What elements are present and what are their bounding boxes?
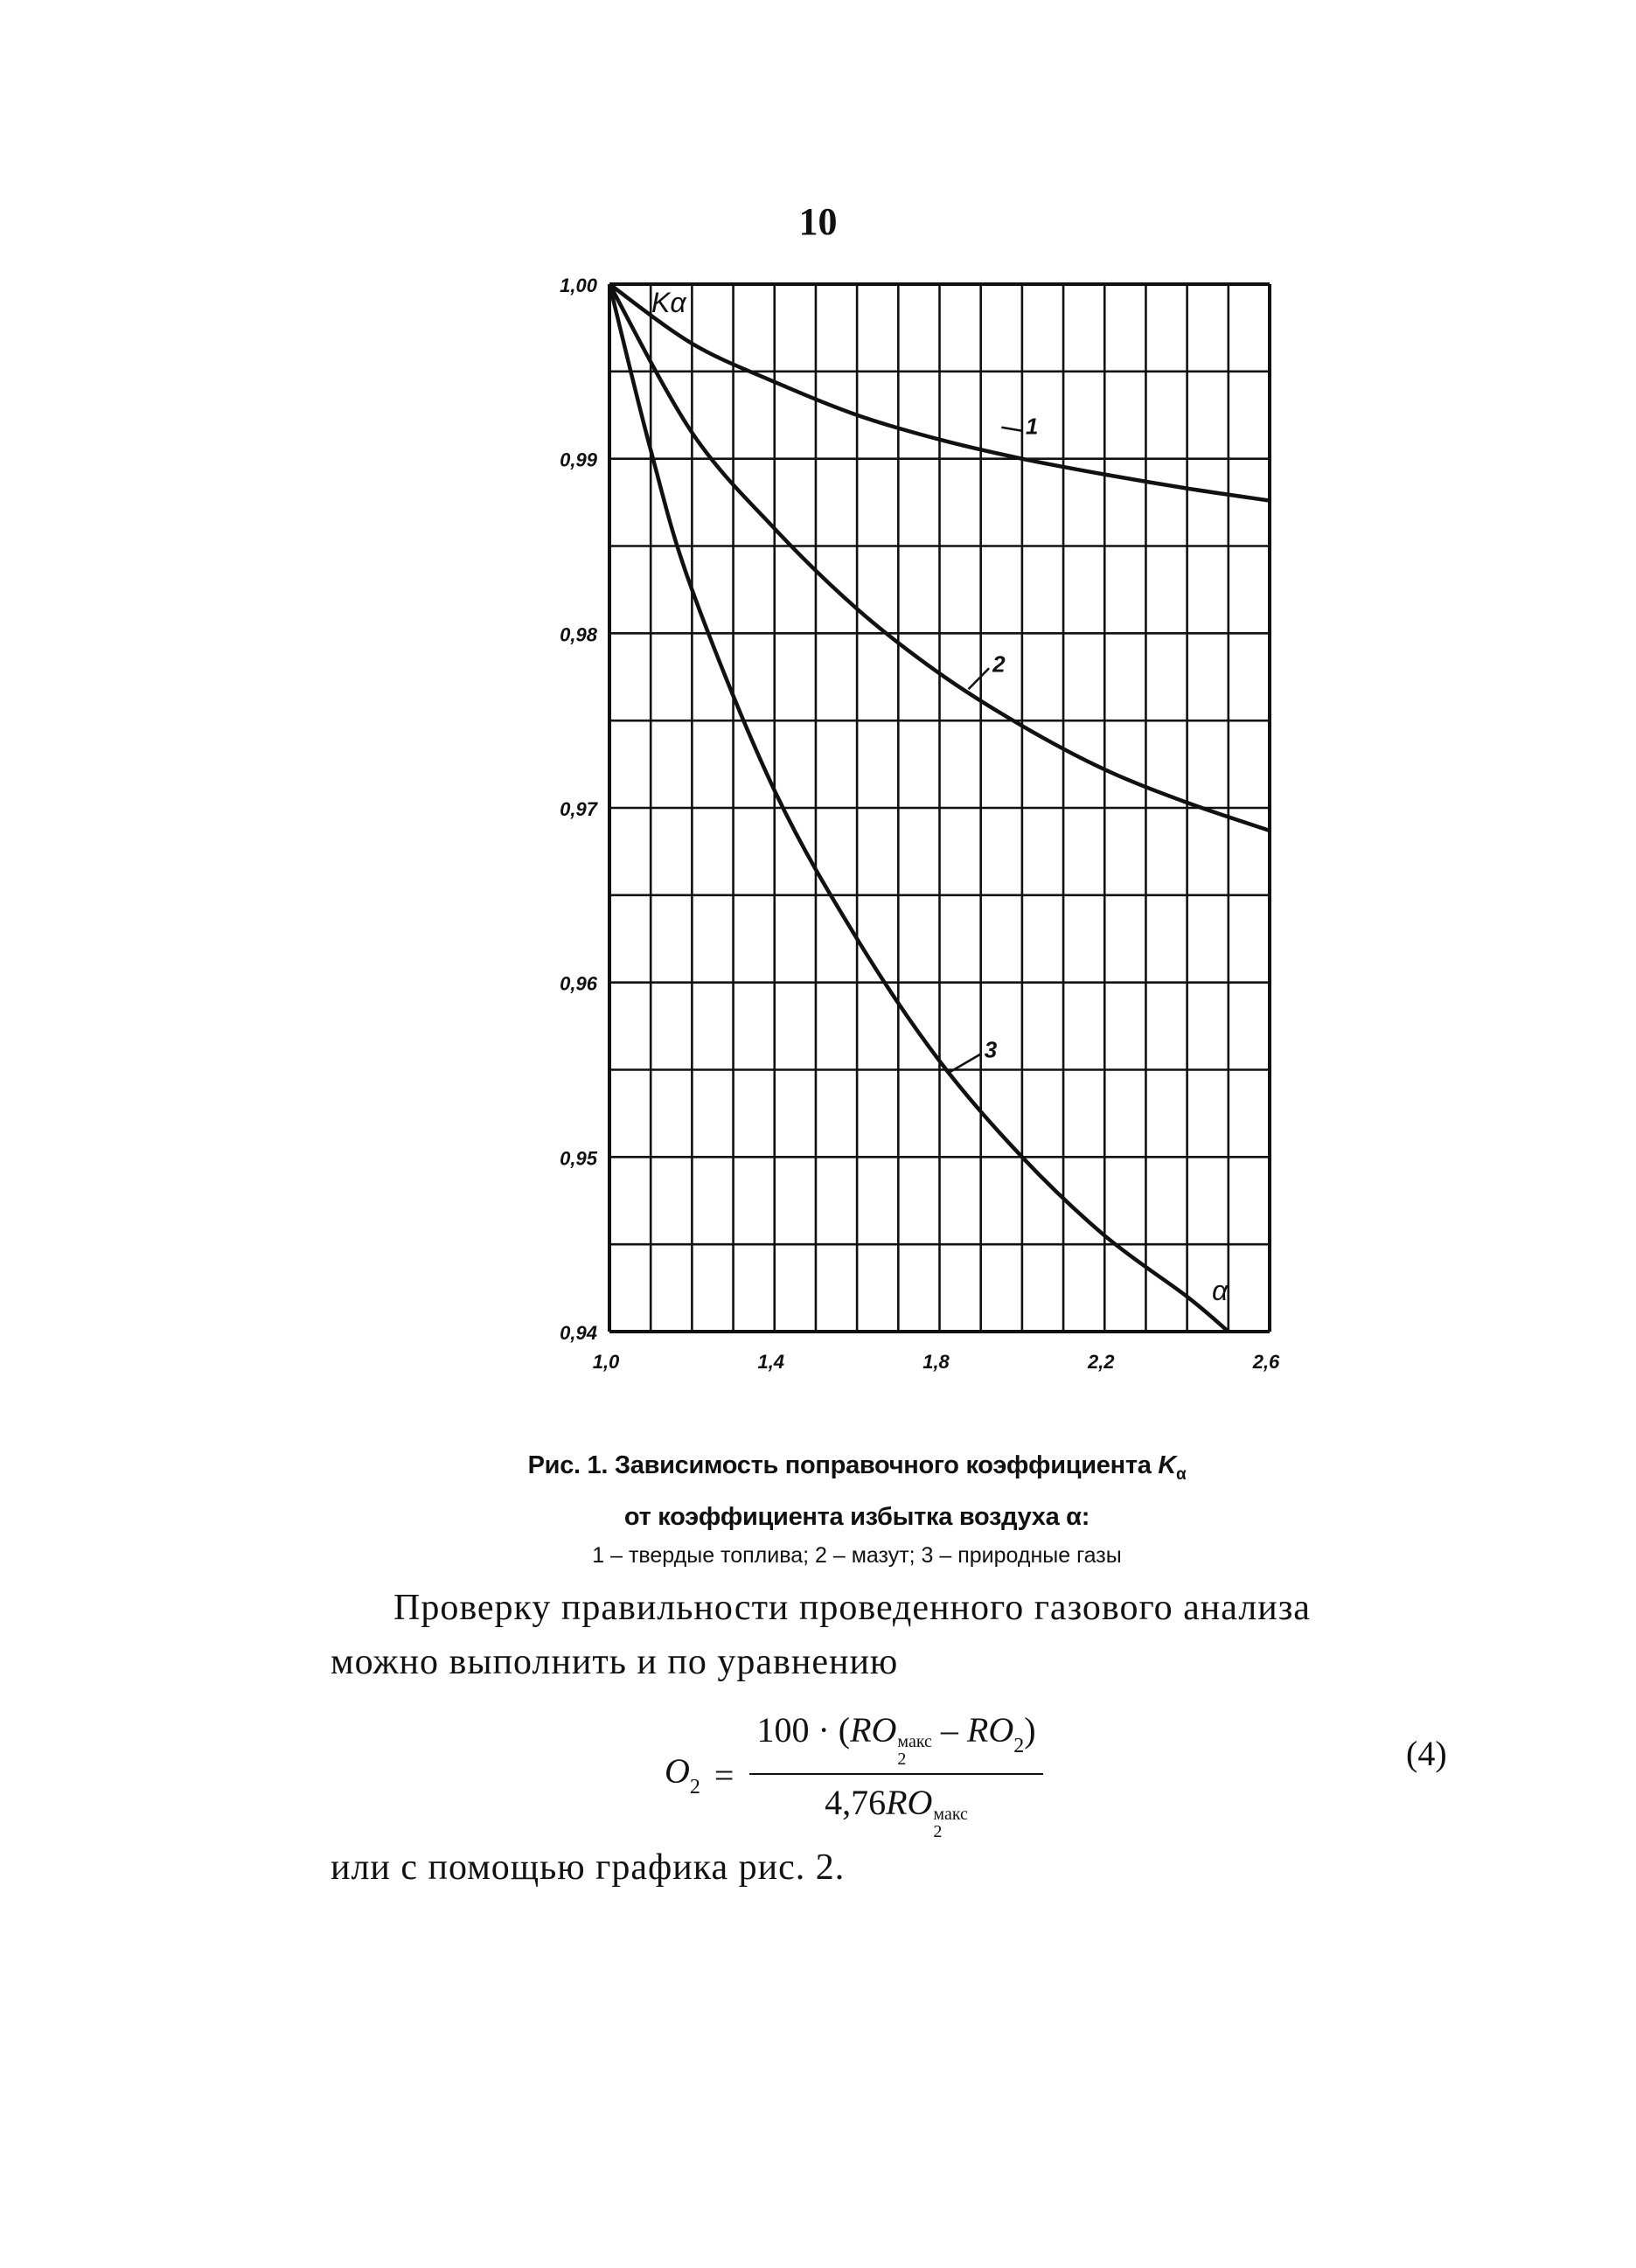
equation-4 [665, 1709, 1043, 1840]
chart-ticks [560, 275, 1280, 1373]
x-tick-label: 2,6 [1252, 1351, 1280, 1373]
series-leader-1 [1001, 428, 1022, 431]
y-axis-label: Kα [651, 287, 686, 318]
paragraph-line-1: Проверку правильности проведенного газового анализа [393, 1588, 1311, 1628]
paragraph-line-3: или с помощью графика рис. 2. [331, 1847, 846, 1888]
series-label-1: 1 [1025, 413, 1039, 440]
page-number: 10 [798, 200, 838, 243]
formula-fraction [749, 1709, 1042, 1840]
caption-symbol: K [1158, 1451, 1176, 1479]
caption-title [420, 1444, 1294, 1496]
formula-equals: = [714, 1755, 734, 1795]
y-tick-label: 0,94 [560, 1322, 597, 1344]
y-tick-label: 1,00 [560, 275, 597, 296]
y-tick-label: 0,95 [560, 1147, 597, 1170]
x-tick-label: 2,2 [1087, 1351, 1115, 1373]
equation-number: (4) [1406, 1734, 1447, 1773]
caption-symbol-sub: α [1175, 1464, 1187, 1484]
x-axis-label: α [1211, 1275, 1229, 1307]
x-tick-label: 1,0 [592, 1351, 620, 1373]
x-tick-label: 1,4 [757, 1351, 785, 1373]
formula-lhs: $O_2$ [665, 1751, 700, 1798]
x-tick-label: 1,8 [922, 1351, 950, 1373]
y-tick-label: 0,99 [560, 449, 597, 471]
y-tick-label: 0,97 [560, 798, 597, 820]
caption-legend: 1 – твердые топлива; 2 – мазут; 3 – природные газы [592, 1542, 1122, 1568]
caption-title-text: Рис. 1. Зависимость поправочного коэффициента [527, 1451, 1159, 1479]
series-label-2: 2 [992, 650, 1006, 678]
y-tick-label: 0,98 [560, 623, 597, 646]
series-label-3: 3 [984, 1036, 998, 1063]
caption-subtitle: от коэффициента избытка воздуха α: [623, 1502, 1090, 1531]
formula-numerator: 100 · (RO макс 2 – $RO_2$) [749, 1709, 1042, 1775]
figure-caption [420, 1444, 1294, 1573]
formula-denominator: 4,76RO макс 2 [825, 1783, 968, 1841]
series-leader-2 [969, 668, 990, 689]
paragraph-line-2: можно выполнить и по уравнению [331, 1642, 899, 1682]
y-tick-label: 0,96 [560, 972, 597, 995]
